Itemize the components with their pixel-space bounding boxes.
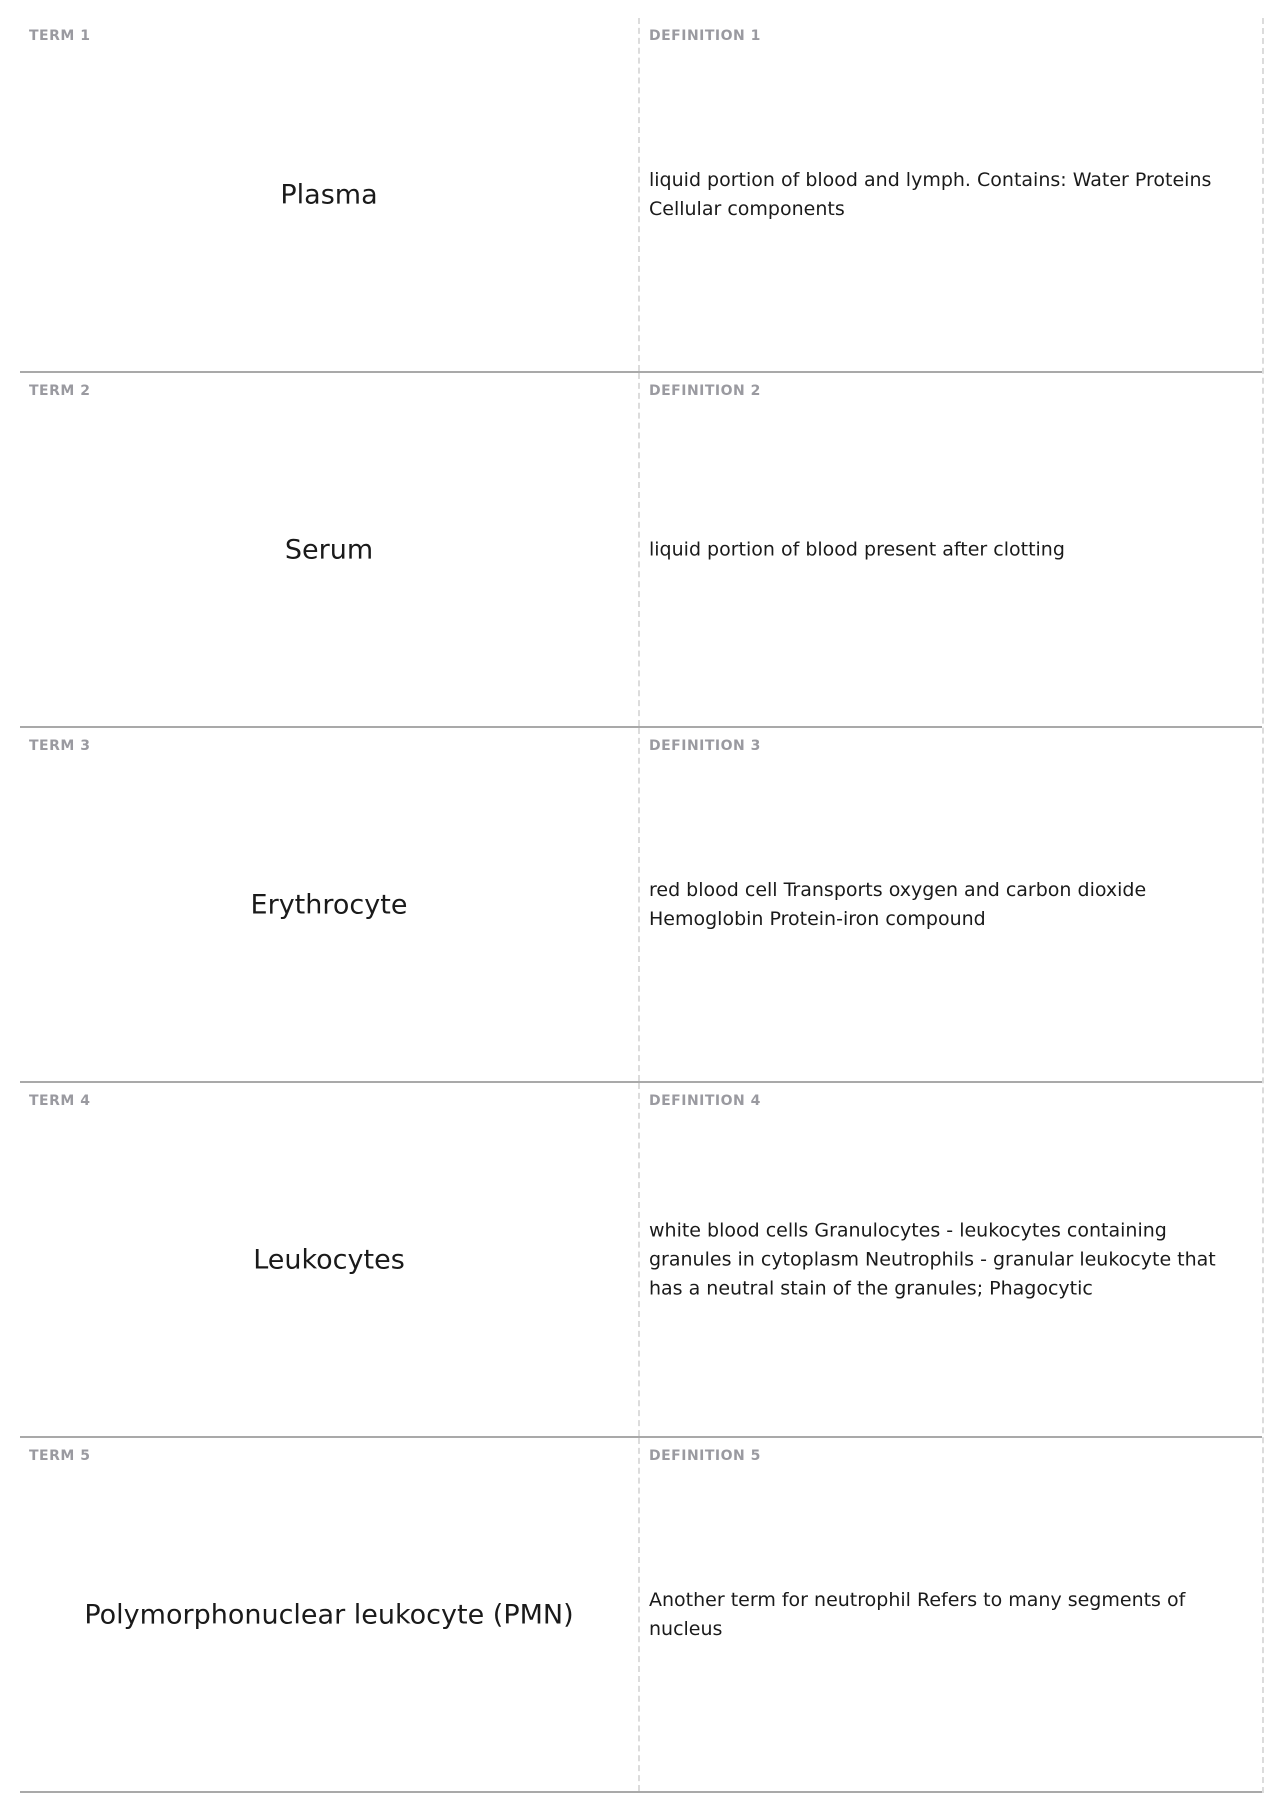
term-cell xyxy=(20,1438,640,1791)
term-label: TERM 1 xyxy=(29,28,91,44)
definition-label: DEFINITION 1 xyxy=(649,28,761,44)
definition-cell xyxy=(640,1438,1262,1791)
term-cell xyxy=(20,728,640,1081)
flashcard-sheet xyxy=(20,18,1264,1793)
term-text: Serum xyxy=(284,534,374,565)
flashcard-row xyxy=(20,1083,1262,1438)
flashcard-row xyxy=(20,1438,1262,1793)
definition-cell xyxy=(640,728,1262,1081)
term-cell xyxy=(20,1083,640,1436)
definition-text: liquid portion of blood present after clotting xyxy=(649,538,1065,560)
definition-text: white blood cells Granulocytes - leukocytes containing granules in cytoplasm Neutrophils - granular leukocyte that has a neutral stain of the granules; Phagocytic xyxy=(649,1219,1216,1299)
term-text: Leukocytes xyxy=(253,1244,405,1275)
definition-label: DEFINITION 2 xyxy=(649,383,761,399)
definition-text: Another term for neutrophil Refers to many segments of nucleus xyxy=(649,1588,1186,1640)
term-label: TERM 5 xyxy=(29,1448,91,1464)
definition-cell xyxy=(640,373,1262,726)
flashcard-row xyxy=(20,728,1262,1083)
definition-label: DEFINITION 5 xyxy=(649,1448,761,1464)
term-text: Erythrocyte xyxy=(250,889,408,920)
term-label: TERM 3 xyxy=(29,738,91,754)
term-cell xyxy=(20,373,640,726)
definition-cell xyxy=(640,1083,1262,1436)
definition-text: red blood cell Transports oxygen and carbon dioxide Hemoglobin Protein-iron compound xyxy=(649,878,1147,930)
term-text: Polymorphonuclear leukocyte (PMN) xyxy=(84,1599,574,1630)
definition-label: DEFINITION 3 xyxy=(649,738,761,754)
flashcard-row xyxy=(20,373,1262,728)
term-text: Plasma xyxy=(280,179,378,210)
definition-cell xyxy=(640,18,1262,371)
definition-text: liquid portion of blood and lymph. Contains: Water Proteins Cellular components xyxy=(649,168,1212,220)
term-cell xyxy=(20,18,640,371)
term-label: TERM 2 xyxy=(29,383,91,399)
term-label: TERM 4 xyxy=(29,1093,91,1109)
flashcard-row xyxy=(20,18,1262,373)
definition-label: DEFINITION 4 xyxy=(649,1093,761,1109)
